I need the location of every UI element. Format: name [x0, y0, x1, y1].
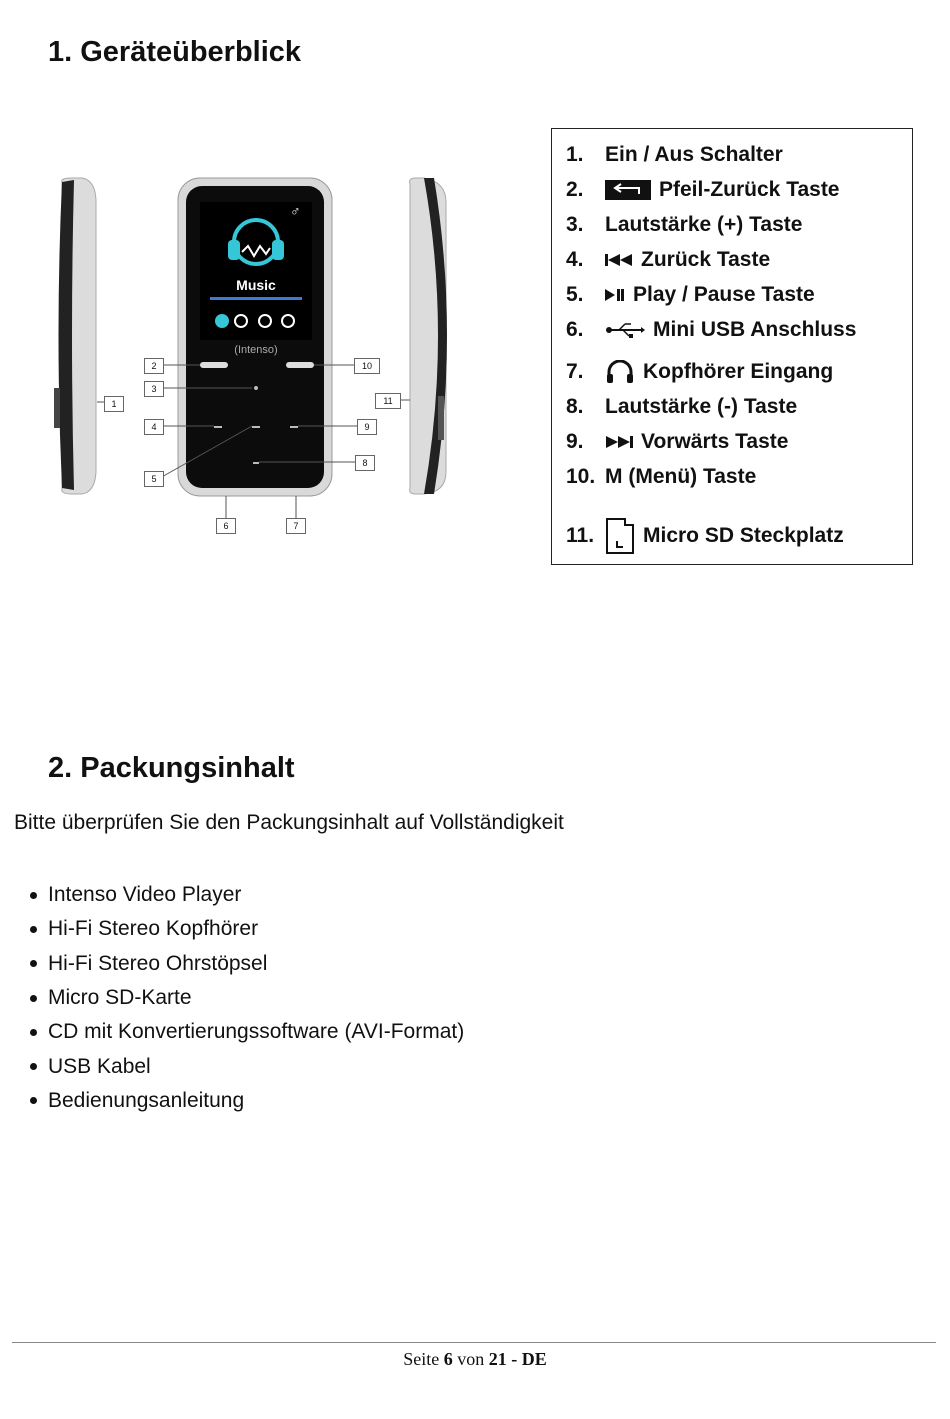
list-item-text: Hi-Fi Stereo Kopfhörer: [48, 917, 259, 941]
section-title-overview: 1. Geräteüberblick: [48, 36, 302, 68]
legend-box: [551, 128, 913, 565]
legend-item-2: [566, 178, 840, 202]
legend-item-6: [566, 318, 856, 342]
footer-divider: [12, 1342, 936, 1343]
callout-7: 7: [286, 518, 306, 534]
legend-item-label: Pfeil-Zurück Taste: [659, 178, 840, 201]
list-item: [30, 981, 464, 1015]
footer-total-pages: 21: [488, 1349, 507, 1369]
legend-item-label: Zurück Taste: [641, 248, 771, 271]
rewind-icon: [605, 252, 633, 268]
play-pause-icon: [605, 287, 625, 303]
legend-item-number: 3.: [566, 213, 584, 236]
device-illustration: [0, 160, 470, 560]
list-item-text: Hi-Fi Stereo Ohrstöpsel: [48, 951, 268, 975]
list-item-text: Micro SD-Karte: [48, 986, 192, 1010]
package-contents-intro: Bitte überprüfen Sie den Packungsinhalt auf Vollständigkeit: [14, 811, 564, 834]
section-title-package-contents: 2. Packungsinhalt: [48, 752, 295, 784]
footer-middle: von: [457, 1349, 485, 1369]
list-item: [30, 947, 464, 981]
legend-item-label: Micro SD Steckplatz: [643, 524, 844, 547]
headphones-icon: [605, 360, 635, 384]
callout-4: 4: [144, 419, 164, 435]
legend-item-10: [566, 465, 756, 489]
legend-item-label: M (Menü) Taste: [605, 465, 757, 488]
callout-2: 2: [144, 358, 164, 374]
device-front-view: [178, 178, 332, 496]
device-right-side-view: [410, 178, 447, 494]
legend-item-number: 10.: [566, 465, 596, 488]
bullet-icon: [30, 1029, 37, 1036]
bullet-icon: [30, 892, 37, 899]
legend-item-label: Kopfhörer Eingang: [643, 360, 834, 383]
list-item-text: USB Kabel: [48, 1054, 151, 1078]
list-item-text: Bedienungsanleitung: [48, 1088, 245, 1112]
legend-item-number: 2.: [566, 178, 584, 201]
bullet-icon: [30, 1097, 37, 1104]
legend-item-9: [566, 430, 788, 454]
callout-11: 11: [375, 393, 401, 409]
callout-1: 1: [104, 396, 124, 412]
legend-item-number: 1.: [566, 143, 584, 166]
fast-forward-icon: [605, 434, 633, 450]
legend-item-8: [566, 395, 797, 419]
callout-9: 9: [357, 419, 377, 435]
legend-item-5: [566, 283, 815, 307]
legend-item-label: Lautstärke (-) Taste: [605, 395, 798, 418]
package-contents-list: [30, 878, 464, 1118]
bullet-icon: [30, 960, 37, 967]
legend-item-number: 8.: [566, 395, 584, 418]
legend-item-number: 9.: [566, 430, 584, 453]
bullet-icon: [30, 1063, 37, 1070]
usb-icon: [605, 322, 645, 338]
back-arrow-icon: [605, 180, 651, 200]
device-left-side-view: [54, 178, 96, 494]
bullet-icon: [30, 995, 37, 1002]
legend-item-number: 11.: [566, 524, 595, 547]
sd-card-icon: [605, 517, 635, 555]
footer-page-number: 6: [443, 1349, 453, 1369]
legend-item-number: 4.: [566, 248, 584, 271]
screen-music-label: Music: [236, 277, 276, 293]
callout-3: 3: [144, 381, 164, 397]
legend-item-4: [566, 248, 770, 272]
legend-item-label: Ein / Aus Schalter: [605, 143, 783, 166]
footer-prefix: Seite: [403, 1349, 440, 1369]
legend-item-number: 7.: [566, 360, 584, 383]
list-item-text: Intenso Video Player: [48, 883, 242, 907]
legend-item-number: 6.: [566, 318, 584, 341]
callout-5: 5: [144, 471, 164, 487]
legend-item-3: [566, 213, 802, 237]
list-item: [30, 1084, 464, 1118]
callout-8: 8: [355, 455, 375, 471]
list-item: [30, 1015, 464, 1049]
callout-10: 10: [354, 358, 380, 374]
list-item: [30, 878, 464, 912]
bullet-icon: [30, 926, 37, 933]
legend-item-label: Lautstärke (+) Taste: [605, 213, 803, 236]
footer-language: - DE: [511, 1349, 547, 1369]
list-item: [30, 1049, 464, 1083]
legend-item-label: Play / Pause Taste: [633, 283, 815, 306]
legend-item-label: Vorwärts Taste: [641, 430, 789, 453]
brand-label: (Intenso): [234, 344, 278, 356]
legend-item-11: [566, 517, 844, 555]
legend-item-number: 5.: [566, 283, 584, 306]
list-item-text: CD mit Konvertierungssoftware (AVI-Format): [48, 1020, 465, 1044]
page-footer: [0, 1349, 950, 1370]
callout-6: 6: [216, 518, 236, 534]
svg-text:♂: ♂: [290, 203, 301, 219]
legend-item-1: [566, 143, 783, 167]
legend-item-label: Mini USB Anschluss: [653, 318, 857, 341]
legend-item-7: [566, 360, 833, 384]
list-item: [30, 912, 464, 946]
